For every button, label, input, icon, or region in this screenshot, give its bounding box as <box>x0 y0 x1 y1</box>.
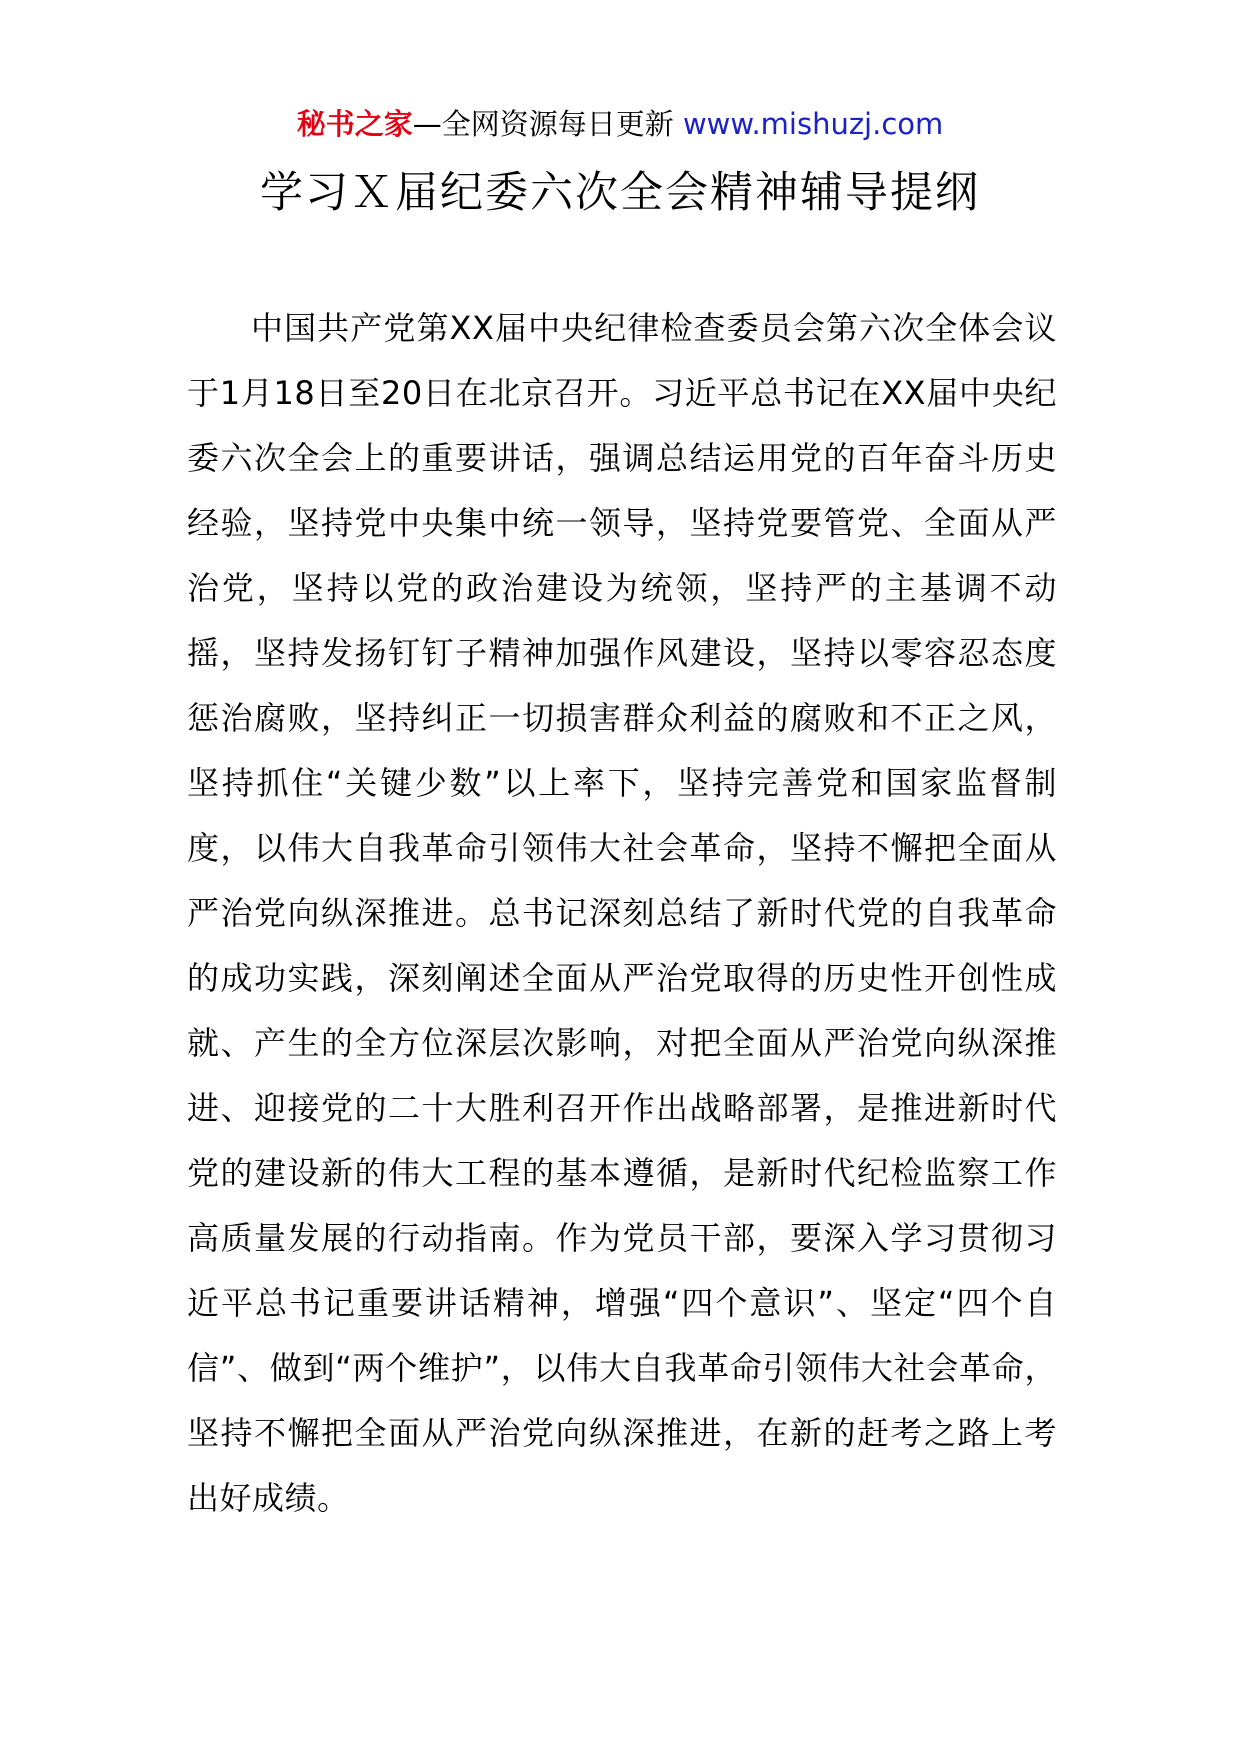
body-paragraph: 中国共产党第XX届中央纪律检查委员会第六次全体会议于1月18日至20日在北京召开。习近平总书记在XX届中央纪委六次全会上的重要讲话，强调总结运用党的百年奋斗历史经验，坚持党中央集中统一领导，坚持党要管党、全面从严治党，坚持以党的政治建设为统领，坚持严的主基调不动摇，坚持发扬钉钉子精神加强作风建设，坚持以零容忍态度惩治腐败，坚持纠正一切损害群众利益的腐败和不正之风，坚持抓住“关键少数”以上率下，坚持完善党和国家监督制度，以伟大自我革命引领伟大社会革命，坚持不懈把全面从严治党向纵深推进。总书记深刻总结了新时代党的自我革命的成功实践，深刻阐述全面从严治党取得的历史性开创性成就、产生的全方位深层次影响，对把全面从严治党向纵深推进、迎接党的二十大胜利召开作出战略部署，是推进新时代党的建设新的伟大工程的基本遵循，是新时代纪检监察工作高质量发展的行动指南。作为党员干部，要深入学习贯彻习近平总书记重要讲话精神，增强“四个意识”、坚定“四个自信”、做到“两个维护”，以伟大自我革命引领伟大社会革命，坚持不懈把全面从严治党向纵深推进，在新的赶考之路上考出好成绩。 <box>187 309 1057 1517</box>
header-slogan: —全网资源每日更新 <box>412 107 683 141</box>
brand-name: 秘书之家 <box>296 107 413 141</box>
site-url-link[interactable]: www.mishuzj.com <box>682 107 944 141</box>
document-title: 学习Ｘ届纪委六次全会精神辅导提纲 <box>260 168 980 218</box>
watermark-header <box>0 104 1240 144</box>
